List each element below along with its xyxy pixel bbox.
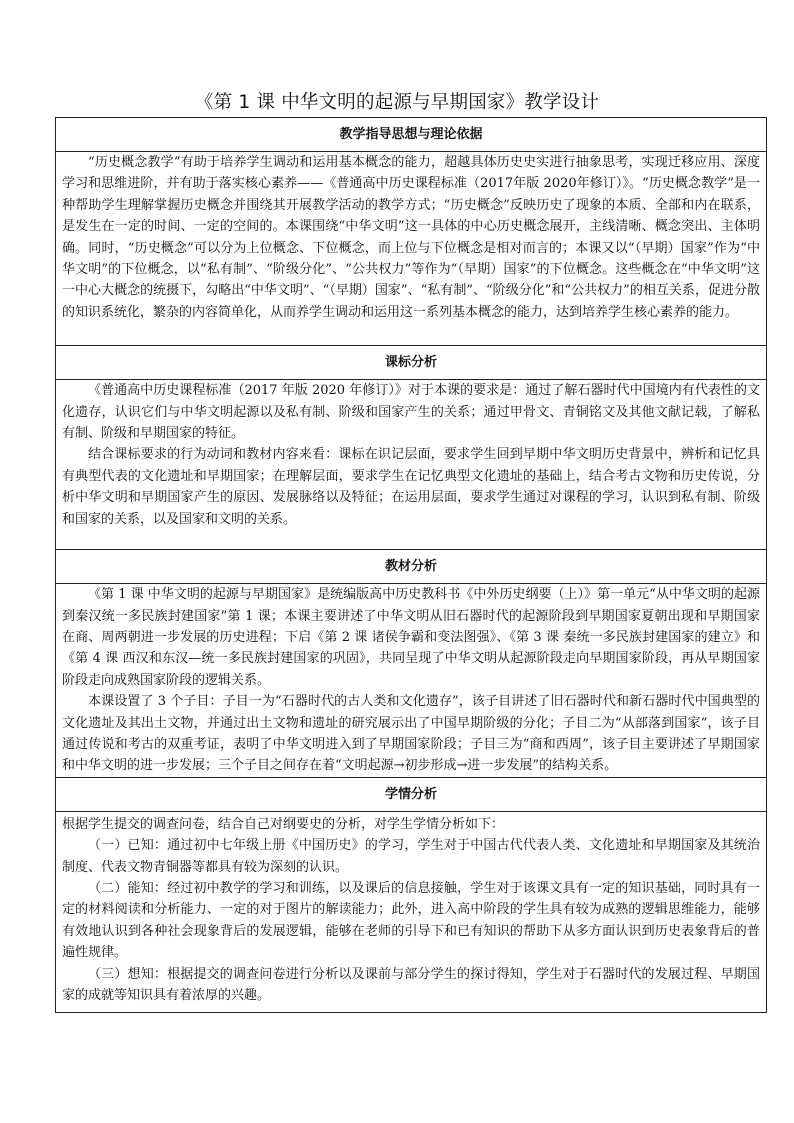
section-divider [56,530,766,550]
section-body [56,812,766,1007]
lesson-design-table [55,117,767,1013]
section-heading: 教材分析 [56,550,766,584]
section-guiding-theory [56,118,766,346]
paragraph: 《普通高中历史课程标准（2017 年版 2020 年修订）》对于本课的要求是：通过了解石器时代中国境内有代表性的文化遗存，认识它们与中华文明起源以及私有制、阶级和国家产生的关系；通过甲骨文、青铜铭文及其他文献记载，了解私有制、阶级和早期国家的特征。 [62,383,760,442]
document-title: 《第 1 课 中华文明的起源与早期国家》教学设计 [194,92,600,113]
section-body [56,584,766,778]
paragraph: 本课设置了 3 个子目：子目一为“石器时代的古人类和文化遗存”，该子目讲述了旧石器时代和新石器时代中国典型的文化遗址及其出土文物，并通过出土文物和遗址的研究展示出了中国早期阶级的分化；子目二为“从部落到国家”，该子目通过传说和考古的双重考证，表明了中华文明进入到了早期国家阶段；子目三为“商和西周”，该子目主要讲述了早期国家和中华文明的进一步发展；三个子目之间存在着“文明起源→初步形成→进一步发展”的结构关系。 [62,694,760,774]
paragraph: 结合课标要求的行为动词和教材内容来看：课标在识记层面，要求学生回到早期中华文明历史背景中，辨析和记忆具有典型代表的文化遗址和早期国家；在理解层面，要求学生在记忆典型文化遗址的基础上，结合考古文物和历史传说，分析中华文明和早期国家产生的原因、发展脉络以及特征；在运用层面，要求学生通过对课程的学习，认识到私有制、阶级和国家的关系，以及国家和文明的关系。 [62,447,760,527]
section-curriculum-standard [56,346,766,550]
intro-paragraph: 根据学生提交的调查问卷，结合自己对纲要史的分析，对学生学情分析如下： [62,816,505,832]
section-body [56,152,766,323]
section-student-analysis [56,778,766,1013]
paragraph: （一）已知：通过初中七年级上册《中国历史》的学习，学生对于中国古代代表人类、文化遗址和早期国家及其统治制度、代表文物青铜器等都具有较为深刻的认识。 [62,838,760,875]
paragraph: “历史概念教学”有助于培养学生调动和运用基本概念的能力，超越具体历史史实进行抽象思考，实现迁移应用、深度学习和思维进阶，并有助于落实核心素养——《普通高中历史课程标准（2017年版 2020年修订）》。“历史概念教学”是一种帮助学生理解掌握历史概念并围绕其开展教学活动的教学方式；“历史概念”反映历史了现象的本质、全部和内在联系，是发生在一定的时间、一定的空间的。本课围绕“中华文明”这一具体的中心历史概念展开，主线清晰、概念突出、主体明确。同时，“历史概念”可以分为上位概念、下位概念，而上位与下位概念是相对而言的；本课又以“（早期）国家”作为“中华文明”的下位概念，以“私有制”、“阶级分化”、“公共权力”等作为“（早期）国家”的下位概念。这些概念在“中华文明”这一中心大概念的统摄下，勾略出“中华文明”、“（早期）国家”、“私有制”、“阶级分化”和“公共权力”的相互关系，促进分散的知识系统化，繁杂的内容简单化，从而养学生调动和运用这一系列基本概念的能力，达到培养学生核心素养的能力。 [62,155,760,320]
section-textbook-analysis [56,550,766,778]
paragraph: 《第 1 课 中华文明的起源与早期国家》是统编版高中历史教科书《中外历史纲要（上）》第一单元“从中华文明的起源到秦汉统一多民族封建国家”第 1 课；本课主要讲述了中华文明从旧石器时代的起源阶段到早期国家夏朝出现和早期国家在商、周两朝进一步发展的历史进程；下启《第 2 课 诸侯争霸和变法图强》、《第 3 课 秦统一多民族封建国家的建立》和《第 4 课 西汉和东汉—统一多民族封建国家的巩固》，共同呈现了中华文明从起源阶段走向早期国家阶段，再从早期国家阶段走向成熟国家阶段的逻辑关系。 [62,587,760,688]
bottom-padding [56,1006,766,1012]
section-divider [56,323,766,346]
section-body [56,380,766,530]
section-heading: 学情分析 [56,778,766,812]
section-heading: 课标分析 [56,346,766,380]
paragraph: （二）能知：经过初中教学的学习和训练，以及课后的信息接触，学生对于该课文具有一定的知识基础，同时具有一定的材料阅读和分析能力、一定的对于图片的解读能力；此外，进入高中阶段的学生具有较为成熟的逻辑思维能力，能够有效地认识到各种社会现象背后的发展逻辑，能够在老师的引导下和已有知识的帮助下从多方面认识到历史表象背后的普遍性规律。 [62,880,760,961]
section-heading: 教学指导思想与理论依据 [56,118,766,152]
paragraph: （三）想知：根据提交的调查问卷进行分析以及课前与部分学生的探讨得知，学生对于石器时代的发展过程、早期国家的成就等知识具有着浓厚的兴趣。 [62,966,760,1003]
